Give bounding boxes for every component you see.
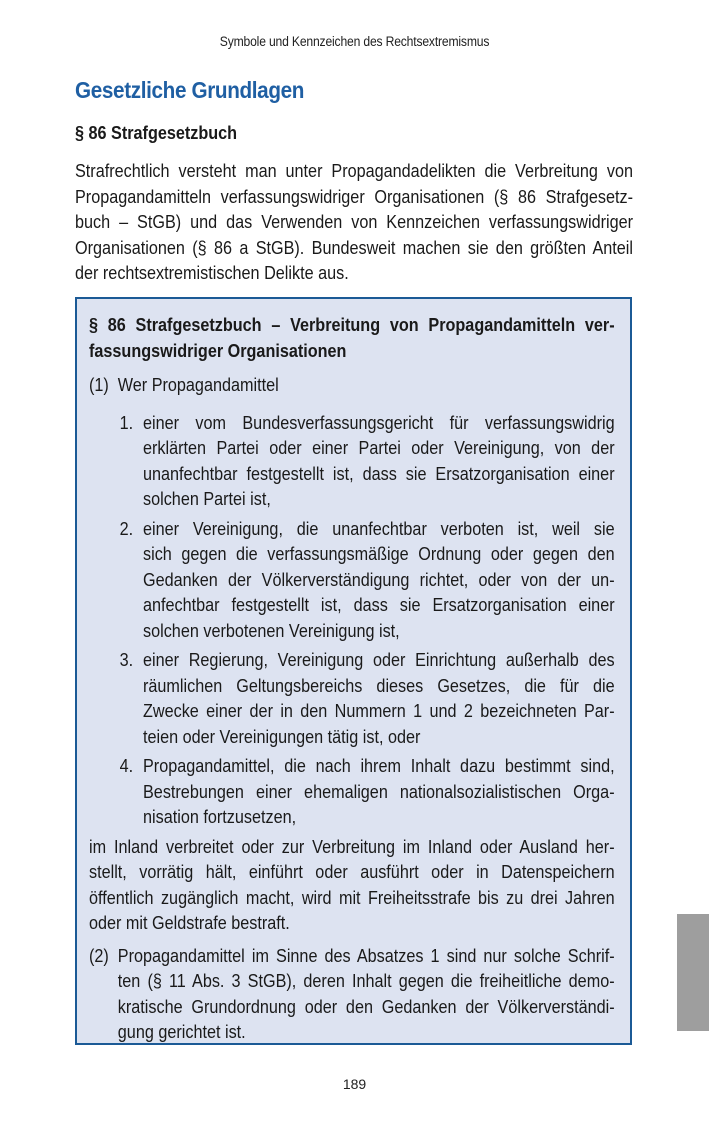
- list-item-line: sich gegen die verfassungsmäßige Ordnung oder gegen den: [143, 544, 615, 564]
- list-item-line: räumlichen Geltungsbereichs dieses Gesetzes, die für die: [143, 675, 615, 696]
- list-item-line: unanfechtbar festgestellt ist, dass sie Ersatzorganisation einer: [143, 463, 615, 484]
- list-item-line: erklärten Partei oder einer Partei oder Vereinigung, von der: [143, 438, 615, 458]
- law-box-title: [89, 313, 615, 364]
- chapter-thumb-tab: [677, 914, 709, 1031]
- paragraph-1: [89, 373, 615, 399]
- paragraph-line: Propagandamittel im Sinne des Absatzes 1 sind nur solche Schrif-: [117, 945, 615, 966]
- conclusion-line: oder mit Geldstrafe bestraft.: [89, 913, 290, 933]
- list-item-line: Zwecke einer der in den Nummern 1 und 2 bezeichneten Par-: [143, 701, 615, 721]
- conclusion-line: öffentlich zugänglich macht, wird mit Freiheitsstrafe bis zu drei Jahren: [89, 887, 615, 908]
- numbered-list: [89, 411, 615, 831]
- list-item-line: anfechtbar festgestellt ist, dass sie Ersatzorganisation einer: [143, 595, 615, 615]
- section-title: Gesetzliche Grundlagen: [75, 77, 305, 103]
- list-item-line: teien oder Vereinigungen tätig ist, oder: [143, 726, 421, 747]
- paragraph-lead: Wer Propagandamittel: [117, 375, 279, 395]
- intro-paragraph: [75, 159, 633, 287]
- list-item-line: solchen verbotenen Vereinigung ist,: [143, 620, 400, 641]
- paragraph-number: (2): [89, 945, 109, 966]
- intro-line: buch – StGB) und das Verwenden von Kennzeichen verfassungswidriger: [75, 212, 633, 232]
- intro-line: Propagandamitteln verfassungswidriger Organisationen (§ 86 Strafgesetz-: [75, 186, 633, 207]
- list-item: [89, 754, 615, 831]
- page-number: 189: [342, 1076, 367, 1092]
- paragraph-2: [89, 944, 615, 1046]
- list-item-line: einer Vereinigung, die unanfechtbar verboten ist, weil sie: [143, 518, 615, 539]
- list-item-number: 2.: [119, 518, 134, 539]
- list-item-line: einer vom Bundesverfassungsgericht für verfassungswidrig: [143, 412, 615, 433]
- conclusion-line: im Inland verbreitet oder zur Verbreitung im Inland oder Ausland her-: [89, 836, 615, 857]
- list-item-number: 1.: [119, 412, 134, 433]
- law-text-box: [75, 297, 632, 1045]
- list-item: [89, 411, 615, 513]
- running-header: Symbole und Kennzeichen des Rechtsextremismus: [219, 34, 490, 49]
- list-item-line: Bestrebungen einer ehemaligen nationalsozialistischen Orga-: [143, 781, 615, 802]
- intro-line: Strafrechtlich versteht man unter Propagandadelikten die Verbreitung von: [75, 161, 633, 181]
- list-item-line: einer Regierung, Vereinigung oder Einrichtung außerhalb des: [143, 650, 615, 670]
- paragraph-line: ten (§ 11 Abs. 3 StGB), deren Inhalt gegen die freiheitliche demo-: [117, 971, 615, 991]
- list-item-line: Gedanken der Völkerverständigung richtet, oder von der un-: [143, 569, 615, 590]
- paragraph-line: kratische Grundordnung oder den Gedanken der Völkerverständi-: [117, 996, 615, 1017]
- list-item-number: 3.: [119, 650, 134, 670]
- subheading: § 86 Strafgesetzbuch: [75, 123, 238, 143]
- law-box-title-line: fassungswidriger Organisationen: [89, 340, 347, 361]
- paragraph-1-conclusion: [89, 835, 615, 937]
- list-item-line: solchen Partei ist,: [143, 489, 271, 509]
- paragraph-number: (1): [89, 375, 109, 395]
- law-box-title-line: § 86 Strafgesetzbuch – Verbreitung von Propagandamitteln ver-: [89, 315, 615, 335]
- conclusion-line: stellt, vorrätig hält, einführt oder ausführt oder in Datenspeichern: [89, 862, 615, 882]
- paragraph-line: gung gerichtet ist.: [117, 1022, 246, 1042]
- list-item-line: Propagandamittel, die nach ihrem Inhalt dazu bestimmt sind,: [143, 756, 615, 776]
- intro-line: der rechtsextremistischen Delikte aus.: [75, 263, 349, 283]
- list-item: [89, 648, 615, 750]
- list-item: [89, 517, 615, 645]
- intro-line: Organisationen (§ 86 a StGB). Bundesweit machen sie den größten Anteil: [75, 237, 633, 258]
- list-item-line: nisation fortzusetzen,: [143, 807, 297, 827]
- list-item-number: 4.: [119, 756, 134, 776]
